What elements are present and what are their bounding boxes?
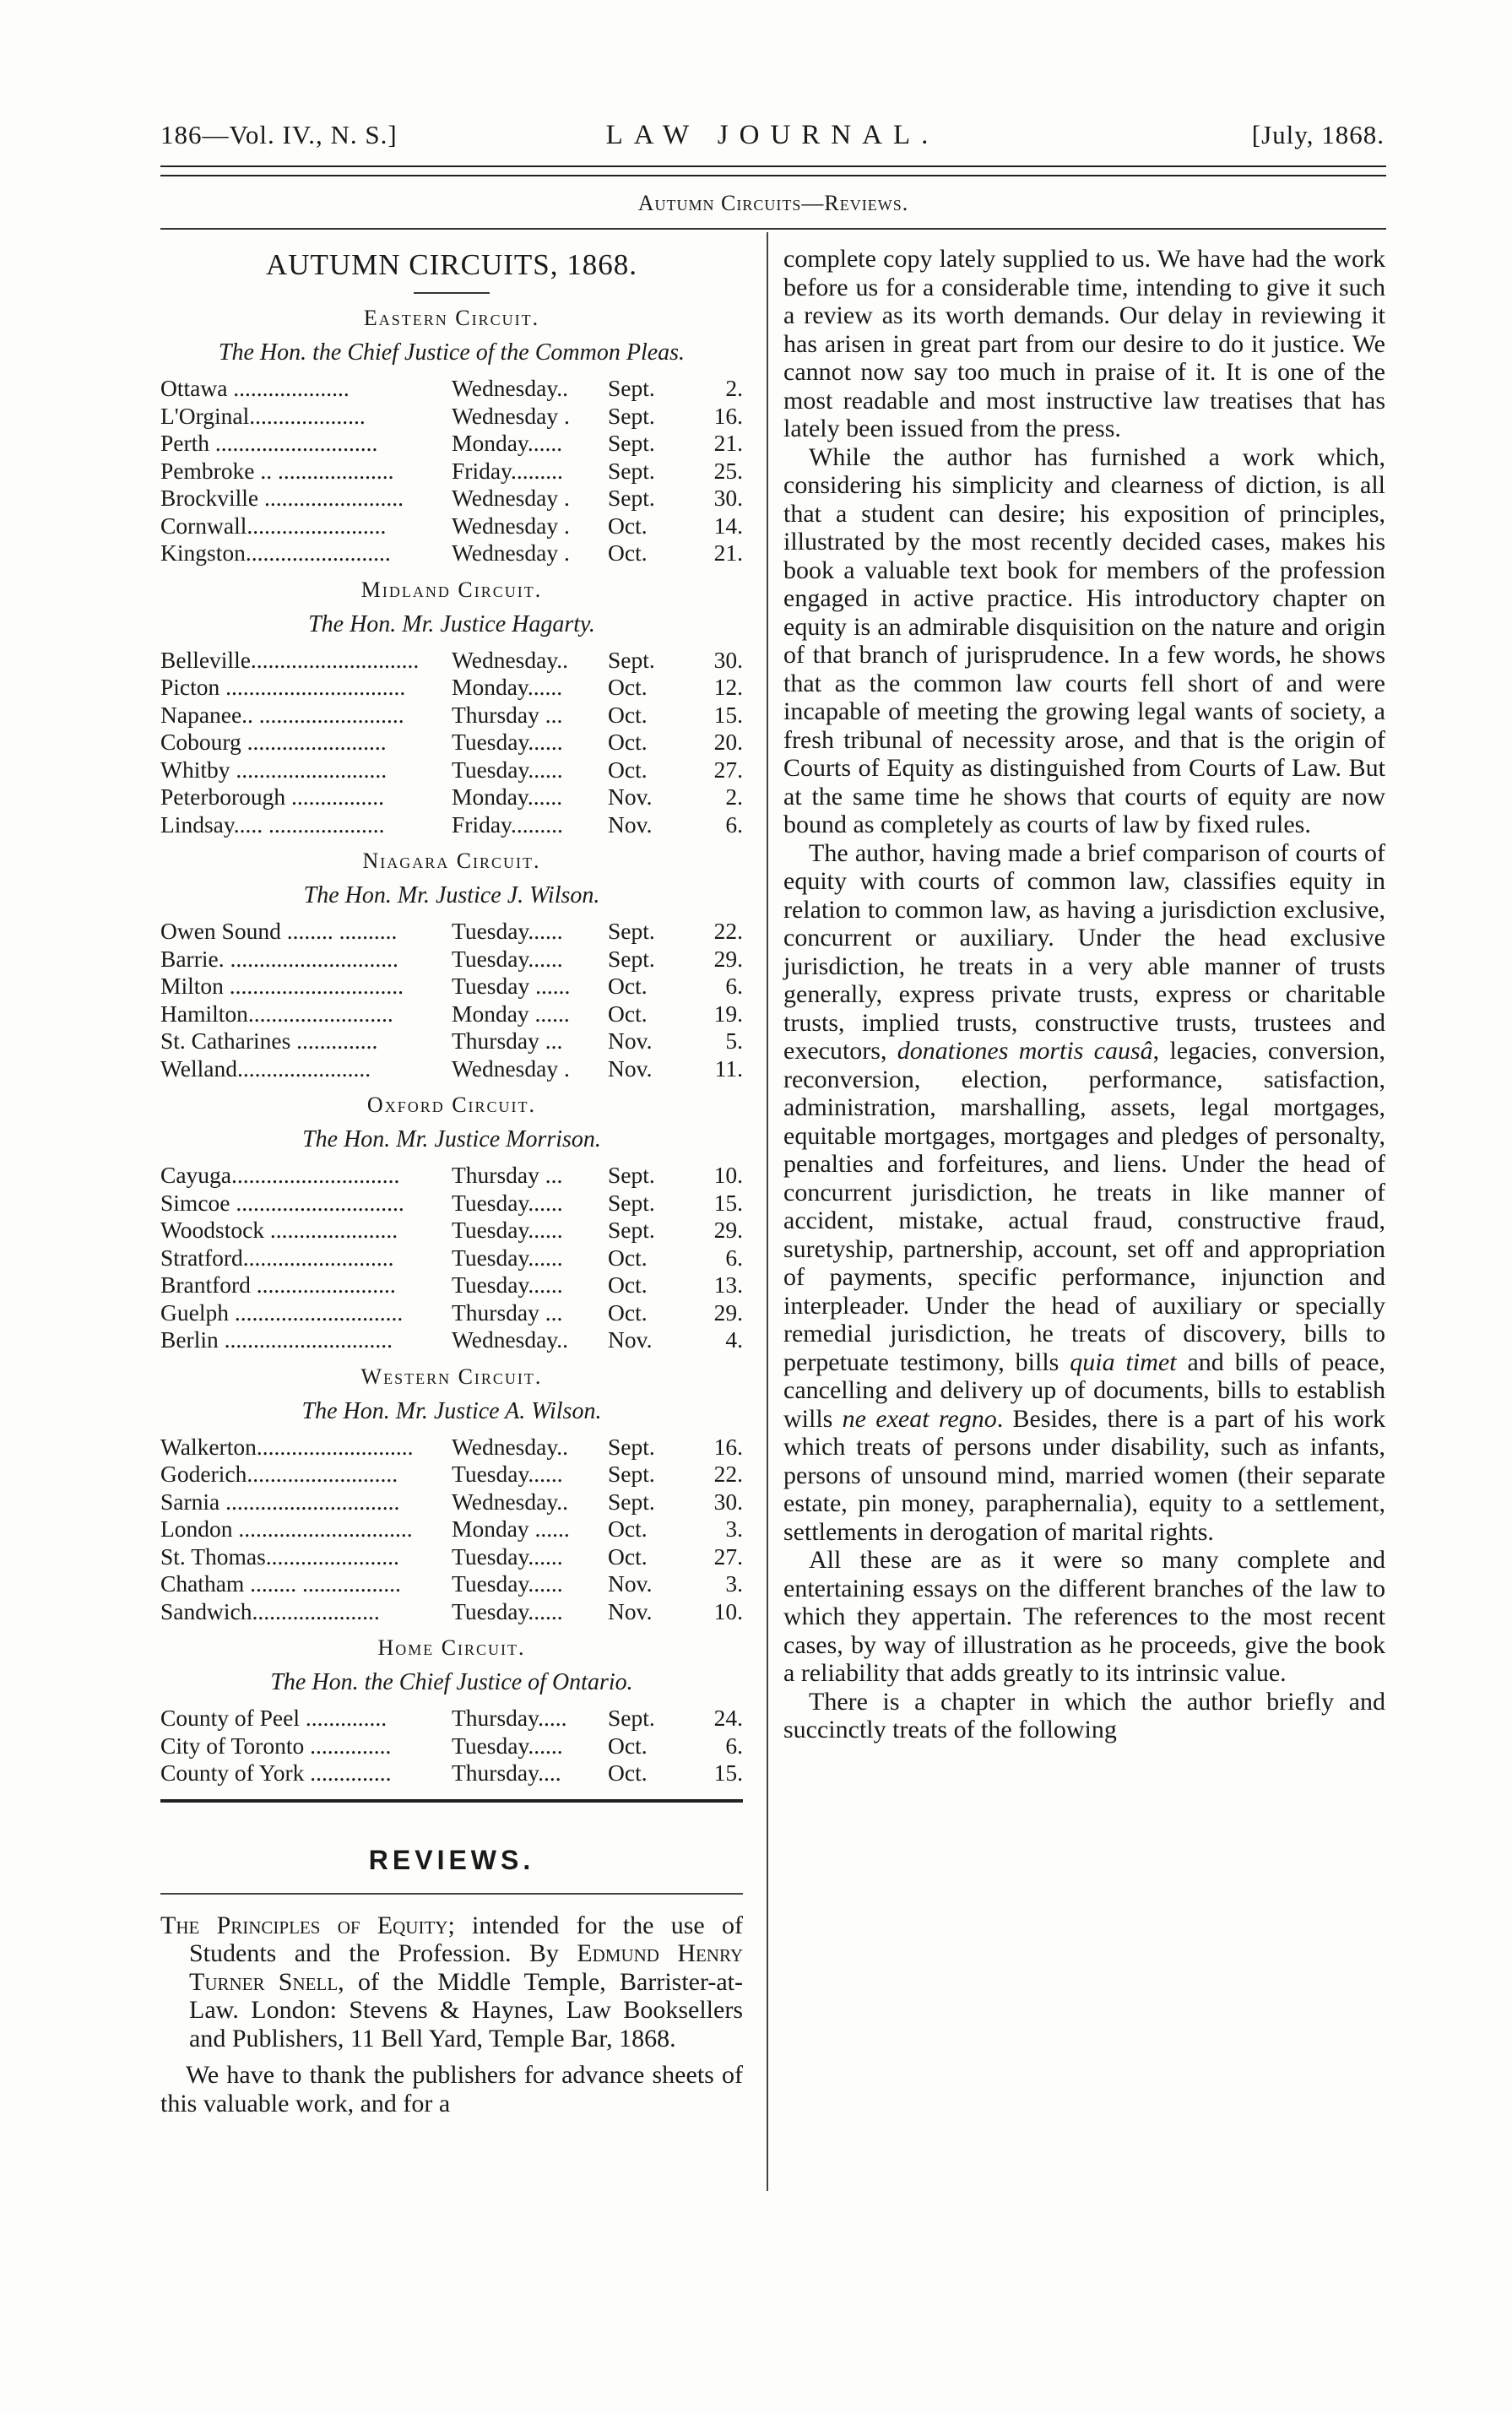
circuit-month: Nov.: [608, 811, 653, 838]
review-paragraph-6: There is a chapter in which the author briefly and succinctly treats of the following: [783, 1687, 1385, 1743]
circuit-name: Eastern Circuit.: [363, 306, 540, 330]
circuit-row: [160, 784, 743, 811]
circuit-date: 16.: [713, 402, 743, 429]
circuit-month: Sept.: [608, 1705, 655, 1731]
circuit-day: Friday.........: [452, 457, 563, 484]
circuit-month: Oct.: [608, 1244, 648, 1271]
circuit-row: [160, 1028, 743, 1055]
circuit-day: Wednesday .: [452, 402, 570, 429]
circuit-town: Woodstock ......................: [160, 1217, 398, 1243]
circuit-date: 12.: [713, 674, 743, 700]
circuit-date: 2.: [725, 375, 743, 401]
circuit-date: 4.: [725, 1326, 743, 1353]
circuit-day: Wednesday .: [452, 1055, 570, 1082]
circuit-day: Tuesday......: [452, 1272, 563, 1298]
section-rule: [160, 228, 1386, 230]
circuit-row: [160, 403, 743, 431]
circuit-month: Sept.: [608, 1189, 655, 1216]
circuit-judge: The Hon. the Chief Justice of Ontario.: [270, 1669, 633, 1695]
circuit-month: Nov.: [608, 1597, 653, 1624]
circuit-date: 19.: [713, 1000, 743, 1027]
circuit-judge: The Hon. Mr. Justice A. Wilson.: [301, 1397, 602, 1424]
circuit-day: Monday ......: [452, 1000, 570, 1027]
circuit-date: 20.: [713, 729, 743, 755]
circuit-judge: The Hon. Mr. Justice J. Wilson.: [303, 882, 600, 908]
circuit-date: 27.: [713, 1543, 743, 1570]
para4-part2: , legacies, conversion, reconversion, election, performance, satisfaction, administration, marshalling, assets, legal mortgages, equitable mortgages, mortgages and pledges of personalty, penalties and forfeitures, and liens. Under the head of concurrent jurisdiction, he treats in like manner of accident, mistake, actual fraud, constructive fraud, suretyship, partnership, account, set off and appropriation of payments, specific performance, injunction and interpleader. Under the head of auxiliary or specially remedial jurisdiction, he treats of discovery, bills to perpetuate testimony, bills: [783, 1037, 1385, 1376]
circuit-town: L'Orginal....................: [160, 402, 366, 429]
circuit-month: Sept.: [608, 485, 655, 511]
circuit-town: Cobourg ........................: [160, 729, 387, 755]
circuit-date: 11.: [714, 1055, 743, 1082]
circuit-day: Wednesday .: [452, 512, 570, 539]
circuit-month: Oct.: [608, 540, 648, 566]
circuit-town: Picton ...............................: [160, 674, 406, 700]
circuit-day: Wednesday..: [452, 646, 569, 673]
circuit-month: Oct.: [608, 1732, 648, 1759]
circuit-row: [160, 1732, 743, 1760]
para4-italic-quia-timet: quia timet: [1070, 1347, 1177, 1376]
group-spacer: [160, 838, 743, 849]
circuit-row: [160, 946, 743, 973]
circuit-day: Monday......: [452, 674, 563, 700]
circuit-row: [160, 973, 743, 1000]
citation-mid: ; intended for the use of Students and the Profession. By: [189, 1911, 743, 1967]
circuit-day: Tuesday......: [452, 1461, 563, 1487]
left-column: [160, 245, 743, 2117]
circuit-month: Sept.: [608, 375, 655, 401]
para4-part1: The author, having made a brief comparison of courts of equity with courts of common law, classifies equity in relation to common law, as having a jurisdiction exclusive, concurrent or auxiliary. Under the head exclusive jurisdiction, he treats in a very able manner of trusts generally, express private trusts, express or charitable trusts, implied trusts, constructive trusts, trustees and executors,: [783, 838, 1385, 1065]
circuit-row: [160, 1000, 743, 1028]
circuit-day: Thursday ...: [452, 1028, 563, 1054]
circuit-date: 25.: [713, 457, 743, 484]
circuit-month: Sept.: [608, 1488, 655, 1515]
circuit-town: Sarnia ..............................: [160, 1488, 400, 1515]
review-paragraph-2: complete copy lately supplied to us. We have had the work before us for a considerable time, intending to give it such a review as its worth demands. Our delay in reviewing it has arisen in great part from our desire to do it justice. We cannot now say too much in praise of it. It is one of the most readable and most instructive law treatises that has lately been issued from the press.: [783, 245, 1385, 442]
circuit-row: [160, 485, 743, 512]
circuit-date: 2.: [725, 784, 743, 810]
title-rule: [414, 292, 490, 294]
circuit-town: Belleville.............................: [160, 646, 420, 673]
circuit-month: Oct.: [608, 1760, 648, 1786]
circuit-date: 10.: [713, 1162, 743, 1188]
circuit-row: [160, 1272, 743, 1299]
circuit-town: Pembroke .. ....................: [160, 457, 394, 484]
circuit-day: Wednesday..: [452, 1326, 569, 1353]
circuit-group: [160, 1354, 743, 1626]
circuit-month: Oct.: [608, 701, 648, 728]
circuit-town: St. Catharines ..............: [160, 1028, 378, 1054]
circuit-row: [160, 811, 743, 839]
circuit-month: Sept.: [608, 945, 655, 972]
circuit-date: 29.: [713, 1217, 743, 1243]
circuit-row: [160, 1162, 743, 1190]
circuit-date: 30.: [713, 1488, 743, 1515]
circuit-town: Sandwich......................: [160, 1597, 380, 1624]
right-column: [783, 245, 1385, 1744]
circuit-day: Tuesday......: [452, 1244, 563, 1271]
circuit-month: Nov.: [608, 1326, 653, 1353]
circuit-row: [160, 458, 743, 485]
circuits-title: AUTUMN CIRCUITS, 1868.: [265, 248, 638, 281]
circuit-day: Tuesday......: [452, 918, 563, 944]
circuit-town: County of York ..............: [160, 1760, 392, 1786]
circuit-date: 29.: [713, 1299, 743, 1326]
book-title: The Principles of Equity: [160, 1911, 448, 1939]
circuit-month: Sept.: [608, 402, 655, 429]
header-journal-title: LAW JOURNAL.: [605, 120, 940, 150]
circuit-town: Berlin .............................: [160, 1326, 393, 1353]
circuit-row: [160, 1434, 743, 1461]
circuit-judge: The Hon. the Chief Justice of the Common Pleas.: [218, 339, 686, 366]
circuit-month: Oct.: [608, 674, 648, 700]
circuit-date: 16.: [713, 1433, 743, 1460]
column-divider: [767, 232, 768, 2191]
circuit-month: Oct.: [608, 1299, 648, 1326]
circuit-month: Sept.: [608, 1433, 655, 1460]
circuit-town: Barrie. .............................: [160, 945, 398, 972]
circuit-town: Brockville ........................: [160, 485, 404, 511]
circuit-row: [160, 540, 743, 567]
circuit-row: [160, 1217, 743, 1244]
circuit-town: County of Peel ..............: [160, 1705, 387, 1731]
circuit-date: 15.: [713, 701, 743, 728]
circuit-day: Wednesday .: [452, 540, 570, 566]
circuit-name: Midland Circuit.: [360, 577, 543, 602]
reviews-title: REVIEWS.: [368, 1844, 535, 1875]
section-title: Autumn Circuits—Reviews.: [637, 191, 909, 215]
circuit-group: [160, 567, 743, 839]
circuit-town: Owen Sound ........ ..........: [160, 918, 398, 944]
circuit-day: Thursday ...: [452, 1162, 563, 1188]
circuit-month: Oct.: [608, 512, 648, 539]
circuit-month: Sept.: [608, 646, 655, 673]
circuit-day: Tuesday......: [452, 945, 563, 972]
circuit-town: Goderich..........................: [160, 1461, 398, 1487]
circuit-date: 22.: [713, 1461, 743, 1487]
circuit-month: Nov.: [608, 1055, 653, 1082]
circuit-row: [160, 1760, 743, 1787]
review-paragraph-1: We have to thank the publishers for advance sheets of this valuable work, and for a: [160, 2061, 743, 2117]
circuit-month: Sept.: [608, 1217, 655, 1243]
circuit-town: London ..............................: [160, 1516, 413, 1542]
circuit-day: Tuesday......: [452, 1217, 563, 1243]
circuit-month: Nov.: [608, 1028, 653, 1054]
circuit-date: 21.: [713, 540, 743, 566]
group-spacer: [160, 1625, 743, 1635]
circuit-day: Thursday....: [452, 1760, 561, 1786]
circuit-date: 14.: [713, 512, 743, 539]
circuit-town: Ottawa ....................: [160, 375, 350, 401]
circuit-month: Oct.: [608, 756, 648, 783]
circuit-day: Wednesday .: [452, 485, 570, 511]
circuit-date: 13.: [713, 1272, 743, 1298]
circuit-group: [160, 838, 743, 1082]
group-spacer: [160, 1354, 743, 1364]
circuit-month: Oct.: [608, 1543, 648, 1570]
circuit-town: Kingston.........................: [160, 540, 391, 566]
para4-part4: . Besides, there is a part of his work which treats of persons under disability, such as infants, persons of unsound mind, married women (their separate estate, pin money, paraphernalia), equity to a settlement, settlements in derogation of marital rights.: [783, 1404, 1385, 1546]
circuit-date: 15.: [713, 1760, 743, 1786]
circuit-date: 30.: [713, 646, 743, 673]
review-paragraph-4: [783, 839, 1385, 1547]
circuit-town: Cayuga.............................: [160, 1162, 400, 1188]
book-citation: [160, 1911, 743, 2053]
circuit-date: 6.: [725, 1244, 743, 1271]
circuit-date: 6.: [725, 973, 743, 999]
circuit-date: 30.: [713, 485, 743, 511]
circuit-town: Simcoe .............................: [160, 1189, 404, 1216]
circuit-row: [160, 1705, 743, 1732]
circuit-name: Niagara Circuit.: [362, 849, 541, 873]
circuit-town: Milton ..............................: [160, 973, 404, 999]
circuit-town: Walkerton...........................: [160, 1433, 414, 1460]
circuit-day: Tuesday......: [452, 756, 563, 783]
circuit-day: Tuesday......: [452, 1543, 563, 1570]
circuit-row: [160, 1543, 743, 1571]
review-paragraph-5: All these are as it were so many complete and entertaining essays on the different branches of the law to which they appertain. The references to the most recent cases, by way of illustration as he proceeds, give the book a reliability that adds greatly to its intrinsic value.: [783, 1546, 1385, 1687]
circuit-row: [160, 756, 743, 784]
circuit-date: 21.: [713, 430, 743, 456]
book-author: Edmund Henry Turner Snell: [189, 1939, 743, 1996]
circuit-judge: The Hon. Mr. Justice Hagarty.: [308, 610, 595, 637]
circuit-group: [160, 306, 743, 567]
running-header: [160, 120, 1385, 162]
circuit-day: Wednesday..: [452, 1488, 569, 1515]
circuit-day: Wednesday..: [452, 375, 569, 401]
circuit-day: Friday.........: [452, 811, 563, 838]
para4-italic-ne-exeat: ne exeat regno: [842, 1404, 997, 1433]
circuit-date: 6.: [725, 1732, 743, 1759]
circuit-row: [160, 729, 743, 756]
header-date: [July, 1868.: [1251, 120, 1385, 149]
circuit-town: Brantford ........................: [160, 1272, 396, 1298]
circuit-day: Monday ......: [452, 1516, 570, 1542]
circuit-date: 15.: [713, 1189, 743, 1216]
para4-part3: and bills of peace, cancelling and delivery up of documents, bills to establish wills: [783, 1347, 1385, 1433]
circuit-month: Oct.: [608, 973, 648, 999]
circuit-town: Guelph .............................: [160, 1299, 404, 1326]
circuit-date: 27.: [713, 756, 743, 783]
circuit-group: [160, 1082, 743, 1354]
circuit-date: 3.: [725, 1516, 743, 1542]
circuit-month: Sept.: [608, 1162, 655, 1188]
circuit-row: [160, 1461, 743, 1488]
circuit-day: Thursday.....: [452, 1705, 567, 1731]
circuit-row: [160, 1488, 743, 1516]
circuit-town: Perth ............................: [160, 430, 378, 456]
circuit-date: 22.: [713, 918, 743, 944]
circuit-row: [160, 1326, 743, 1354]
circuit-row: [160, 1055, 743, 1083]
circuit-date: 24.: [713, 1705, 743, 1731]
group-spacer: [160, 1082, 743, 1093]
circuit-town: Lindsay..... ....................: [160, 811, 385, 838]
circuit-row: [160, 918, 743, 946]
review-paragraph-3: While the author has furnished a work which, considering his simplicity and clearness of diction, is all that a student can desire; his exposition of principles, illustrated by the most recently decided cases, makes his book a valuable text book for members of the profession engaged in active practice. His introductory chapter on equity is an admirable disquisition on the nature and origin of that branch of jurisprudence. In a few words, he shows that as the common law courts fell short of and were incapable of meeting the growing legal wants of society, a fresh tribunal of necessity arose, and that is the origin of Courts of Equity as distinguished from Courts of Law. But at the same time he shows that courts of equity are now bound as completely as courts of law by fixed rules.: [783, 442, 1385, 838]
circuit-month: Oct.: [608, 1272, 648, 1298]
circuit-date: 6.: [725, 811, 743, 838]
circuit-month: Oct.: [608, 1000, 648, 1027]
circuit-day: Tuesday......: [452, 1597, 563, 1624]
circuit-day: Tuesday......: [452, 1732, 563, 1759]
circuit-town: Whitby ..........................: [160, 756, 387, 783]
circuit-name: Home Circuit.: [377, 1635, 526, 1660]
circuit-group: [160, 1625, 743, 1787]
circuit-town: Peterborough ................: [160, 784, 385, 810]
circuit-town: St. Thomas.......................: [160, 1543, 399, 1570]
circuit-month: Sept.: [608, 457, 655, 484]
circuit-month: Sept.: [608, 430, 655, 456]
circuit-town: Chatham ........ .................: [160, 1570, 401, 1597]
circuit-month: Nov.: [608, 784, 653, 810]
circuit-date: 3.: [725, 1570, 743, 1597]
citation-tail: , of the Middle Temple, Barrister-at-Law. London: Stevens & Haynes, Law Booksellers and Publishers, 11 Bell Yard, Temple Bar, 1868.: [189, 1967, 743, 2052]
circuits-end-rule: [160, 1799, 743, 1803]
circuit-day: Tuesday......: [452, 729, 563, 755]
circuit-row: [160, 375, 743, 403]
circuit-judge: The Hon. Mr. Justice Morrison.: [302, 1126, 601, 1152]
circuit-date: 5.: [725, 1028, 743, 1054]
circuit-row: [160, 702, 743, 729]
circuit-date: 10.: [713, 1597, 743, 1624]
circuit-day: Tuesday......: [452, 1189, 563, 1216]
circuit-day: Tuesday......: [452, 1570, 563, 1597]
circuit-town: Welland.......................: [160, 1055, 371, 1082]
circuit-row: [160, 674, 743, 702]
circuit-date: 29.: [713, 945, 743, 972]
circuit-row: [160, 647, 743, 675]
circuit-row: [160, 1570, 743, 1598]
circuit-day: Monday......: [452, 430, 563, 456]
circuit-month: Oct.: [608, 1516, 648, 1542]
group-spacer: [160, 567, 743, 577]
reviews-rule: [160, 1893, 743, 1895]
circuit-town: Stratford..........................: [160, 1244, 394, 1271]
circuit-day: Thursday ...: [452, 701, 563, 728]
circuit-town: Hamilton.........................: [160, 1000, 393, 1027]
circuit-day: Monday......: [452, 784, 563, 810]
circuit-row: [160, 512, 743, 540]
circuit-town: Cornwall........................: [160, 512, 387, 539]
circuit-day: Thursday ...: [452, 1299, 563, 1326]
circuit-row: [160, 430, 743, 458]
circuit-town: Napanee.. .........................: [160, 701, 404, 728]
circuit-row: [160, 1598, 743, 1626]
circuit-row: [160, 1299, 743, 1327]
circuit-month: Nov.: [608, 1570, 653, 1597]
circuit-row: [160, 1190, 743, 1217]
para4-italic-donationes: donationes mortis causâ: [897, 1037, 1153, 1065]
circuit-day: Tuesday ......: [452, 973, 571, 999]
circuit-month: Sept.: [608, 1461, 655, 1487]
circuit-day: Wednesday..: [452, 1433, 569, 1460]
circuit-town: City of Toronto ..............: [160, 1732, 392, 1759]
circuit-name: Western Circuit.: [360, 1364, 543, 1389]
circuit-row: [160, 1516, 743, 1543]
circuit-row: [160, 1244, 743, 1272]
circuit-name: Oxford Circuit.: [366, 1093, 537, 1117]
header-double-rule: [160, 165, 1386, 176]
header-volume: 186—Vol. IV., N. S.]: [160, 120, 398, 149]
circuit-month: Sept.: [608, 918, 655, 944]
circuit-groups: [160, 306, 743, 1787]
circuit-month: Oct.: [608, 729, 648, 755]
